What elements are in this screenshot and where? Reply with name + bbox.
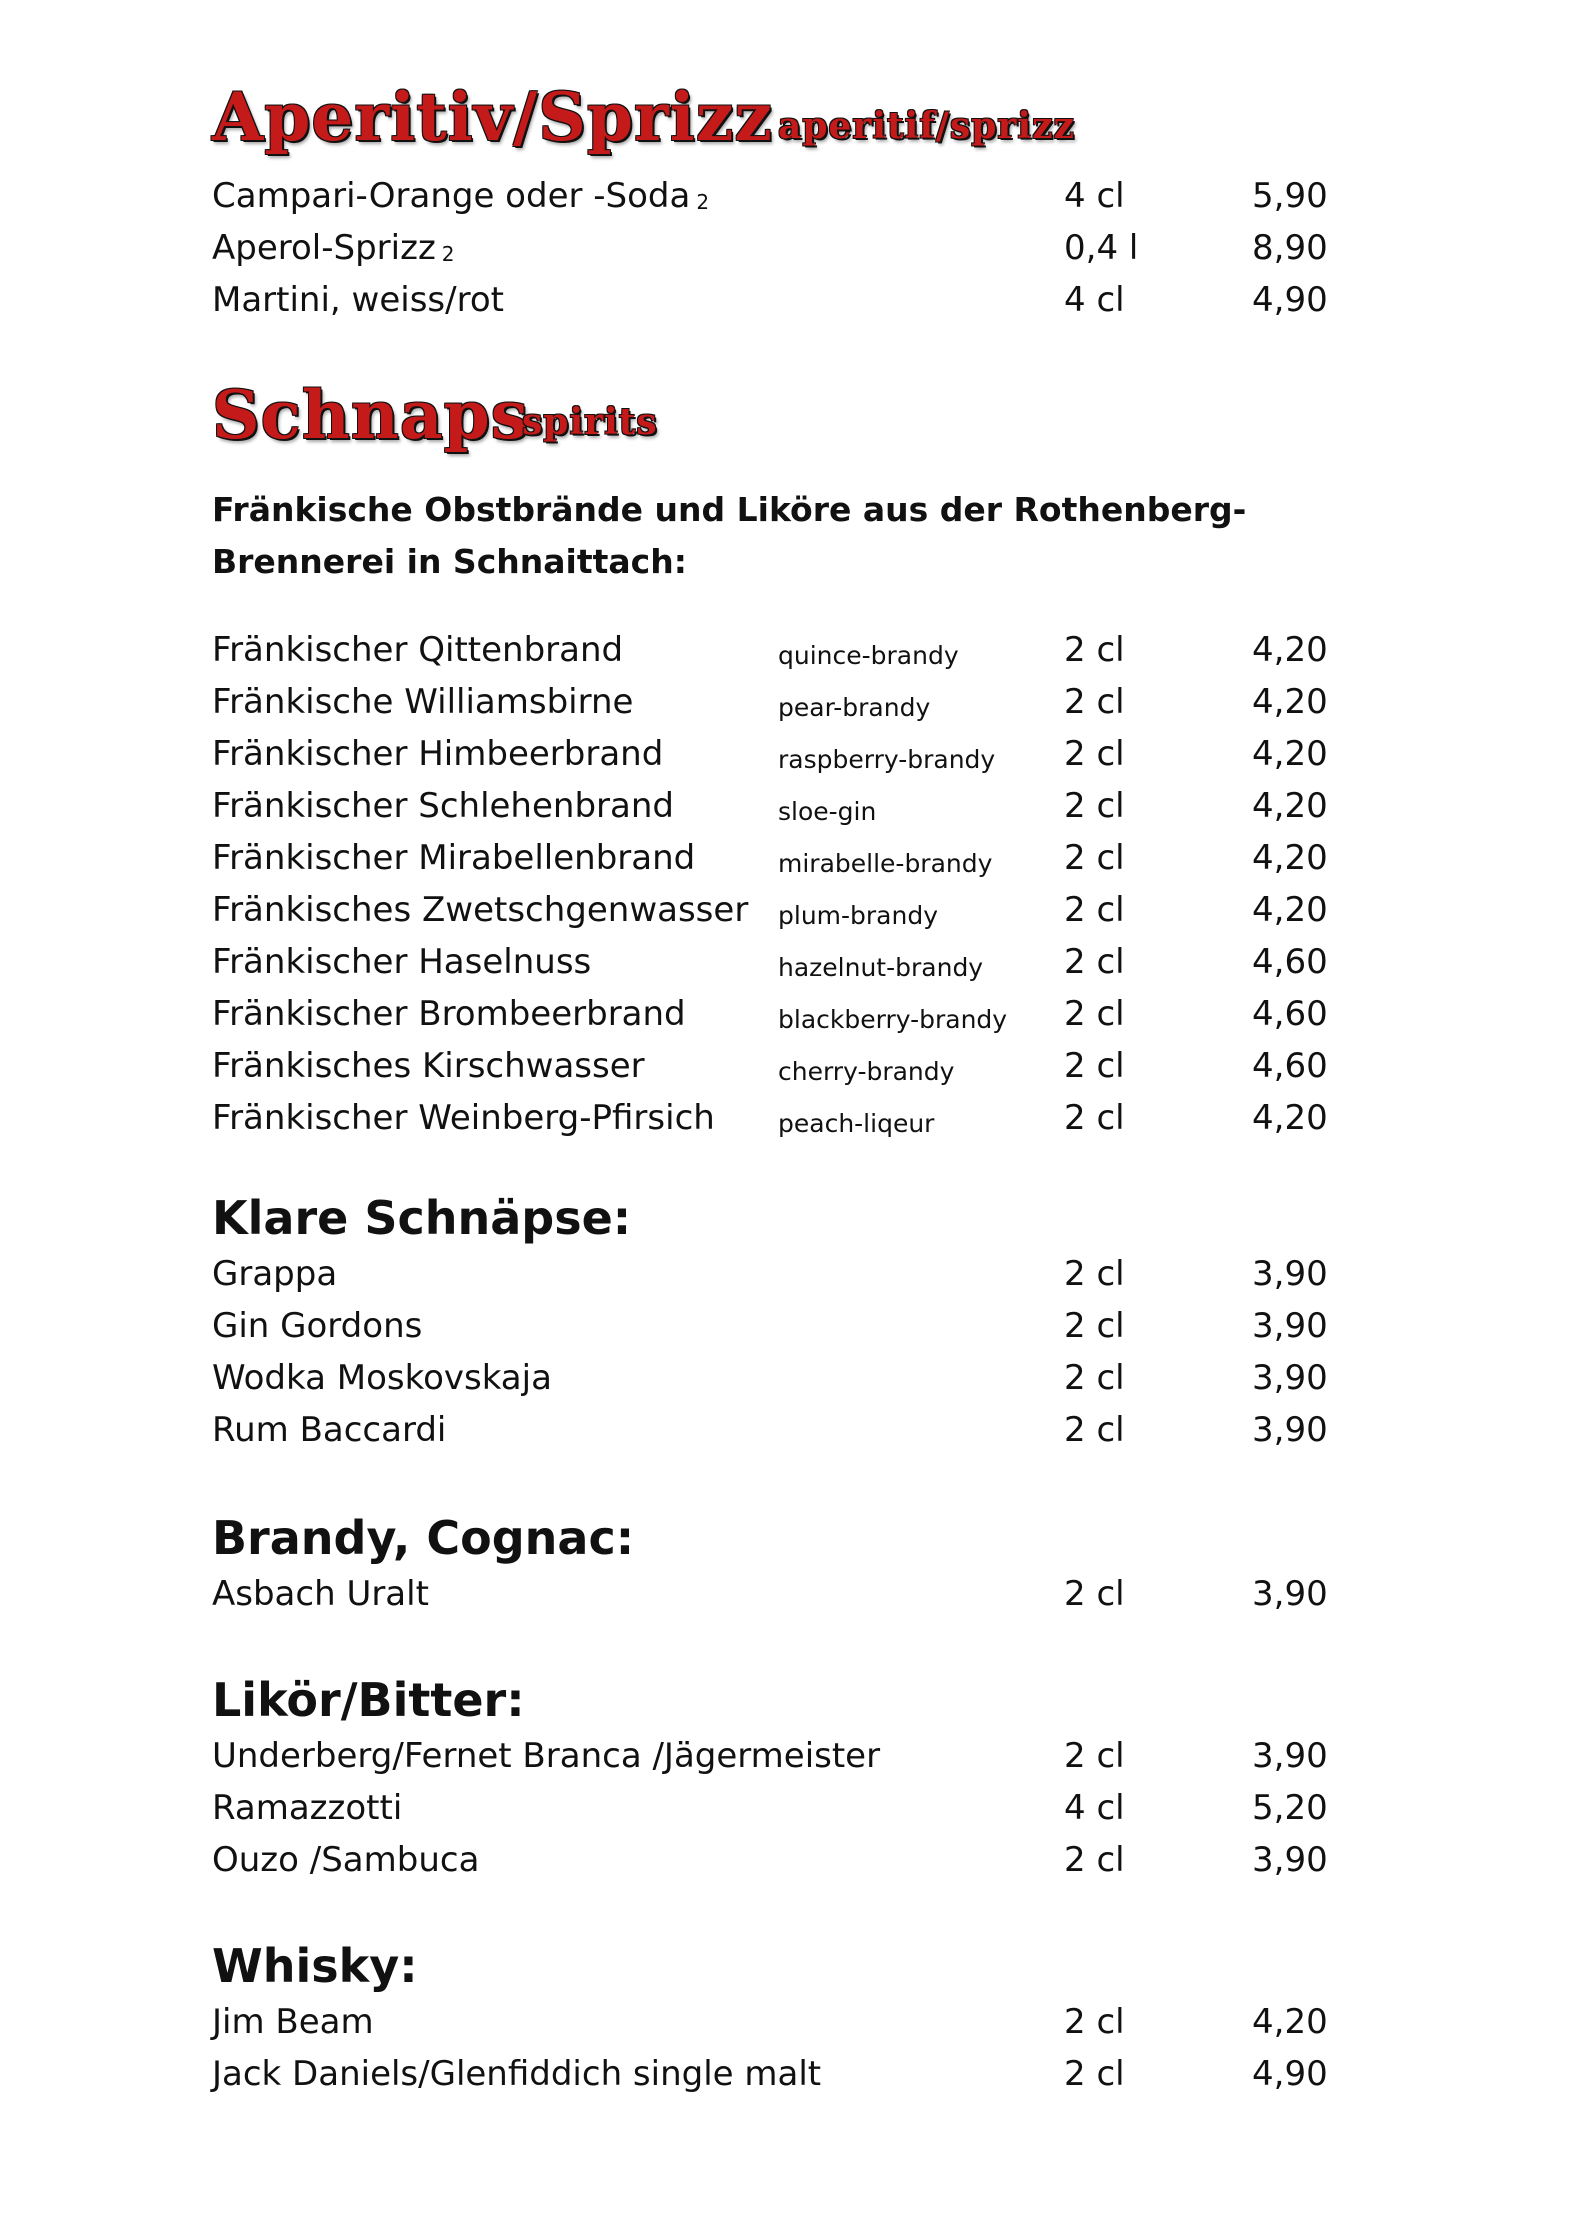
item-size: 2 cl	[1064, 734, 1125, 774]
schnaps-subtitle: spirits	[522, 401, 658, 443]
klare-heading: Klare Schnäpse:	[212, 1191, 632, 1245]
item-name: Jim Beam	[212, 2002, 374, 2042]
item-name: Wodka Moskovskaja	[212, 1358, 552, 1398]
item-name: Ouzo /Sambuca	[212, 1840, 480, 1880]
menu-item	[212, 172, 1342, 220]
item-price: 3,90	[1252, 1254, 1328, 1294]
item-name: Rum Baccardi	[212, 1410, 447, 1450]
item-english-name: blackberry-brandy	[778, 1005, 1008, 1034]
item-english-name: mirabelle-brandy	[778, 849, 993, 878]
item-size: 4 cl	[1064, 176, 1125, 216]
menu-item	[212, 1836, 1342, 1884]
schnaps-intro-line2: Brennerei in Schnaittach:	[212, 542, 687, 581]
menu-item	[212, 1784, 1342, 1832]
schnaps-title: Schnaps	[212, 376, 529, 454]
menu-item	[212, 1094, 1342, 1142]
item-size: 2 cl	[1064, 994, 1125, 1034]
menu-item	[212, 1042, 1342, 1090]
aperitiv-subtitle: aperitif/sprizz	[778, 105, 1075, 147]
item-name: Fränkischer Haselnuss	[212, 942, 592, 982]
item-size: 2 cl	[1064, 682, 1125, 722]
item-english-name: peach-liqeur	[778, 1109, 935, 1138]
menu-item	[212, 782, 1342, 830]
item-name: Underberg/Fernet Branca /Jägermeister	[212, 1736, 881, 1776]
brandy-heading: Brandy, Cognac:	[212, 1511, 635, 1565]
menu-item	[212, 1302, 1342, 1350]
menu-item	[212, 1998, 1342, 2046]
item-size: 2 cl	[1064, 1098, 1125, 1138]
item-name: Fränkischer Weinberg-Pfirsich	[212, 1098, 715, 1138]
item-name: Fränkischer Qittenbrand	[212, 630, 624, 670]
item-price: 3,90	[1252, 1840, 1328, 1880]
menu-item	[212, 626, 1342, 674]
likoer-heading: Likör/Bitter:	[212, 1673, 525, 1727]
item-price: 4,60	[1252, 942, 1328, 982]
item-name: Ramazzotti	[212, 1788, 403, 1828]
menu-item	[212, 1250, 1342, 1298]
item-size: 2 cl	[1064, 1840, 1125, 1880]
item-name: Fränkischer Mirabellenbrand	[212, 838, 696, 878]
menu-item	[212, 1406, 1342, 1454]
menu-item	[212, 1732, 1342, 1780]
menu-item	[212, 276, 1342, 324]
item-price: 4,60	[1252, 994, 1328, 1034]
item-size: 2 cl	[1064, 2002, 1125, 2042]
item-size: 2 cl	[1064, 1046, 1125, 1086]
item-price: 3,90	[1252, 1306, 1328, 1346]
menu-item	[212, 730, 1342, 778]
item-name: Fränkischer Brombeerbrand	[212, 994, 686, 1034]
menu-item	[212, 224, 1342, 272]
item-name: Grappa	[212, 1254, 338, 1294]
item-price: 5,90	[1252, 176, 1328, 216]
item-size: 2 cl	[1064, 786, 1125, 826]
item-english-name: plum-brandy	[778, 901, 939, 930]
item-name: Fränkischer Schlehenbrand	[212, 786, 674, 826]
item-name: Fränkisches Zwetschgenwasser	[212, 890, 749, 930]
item-size: 2 cl	[1064, 890, 1125, 930]
menu-item	[212, 938, 1342, 986]
item-footnote: 2	[696, 190, 710, 214]
item-size: 2 cl	[1064, 942, 1125, 982]
item-size: 2 cl	[1064, 630, 1125, 670]
item-name: Fränkisches Kirschwasser	[212, 1046, 645, 1086]
item-english-name: quince-brandy	[778, 641, 959, 670]
menu-item	[212, 990, 1342, 1038]
item-name: Fränkische Williamsbirne	[212, 682, 634, 722]
item-size: 2 cl	[1064, 2054, 1125, 2094]
item-english-name: raspberry-brandy	[778, 745, 996, 774]
item-size: 4 cl	[1064, 280, 1125, 320]
item-name: Aperol-Sprizz 2	[212, 228, 455, 268]
item-size: 0,4 l	[1064, 228, 1139, 268]
item-size: 2 cl	[1064, 1358, 1125, 1398]
menu-item	[212, 1354, 1342, 1402]
item-price: 4,20	[1252, 682, 1328, 722]
menu-item	[212, 2050, 1342, 2098]
item-size: 4 cl	[1064, 1788, 1125, 1828]
item-english-name: cherry-brandy	[778, 1057, 955, 1086]
item-size: 2 cl	[1064, 1306, 1125, 1346]
item-english-name: sloe-gin	[778, 797, 877, 826]
item-price: 4,90	[1252, 280, 1328, 320]
item-price: 3,90	[1252, 1358, 1328, 1398]
item-name: Jack Daniels/Glenfiddich single malt	[212, 2054, 822, 2094]
item-price: 4,60	[1252, 1046, 1328, 1086]
item-price: 3,90	[1252, 1410, 1328, 1450]
item-price: 4,20	[1252, 2002, 1328, 2042]
item-price: 4,20	[1252, 890, 1328, 930]
menu-item	[212, 834, 1342, 882]
menu-item	[212, 886, 1342, 934]
item-size: 2 cl	[1064, 1574, 1125, 1614]
item-price: 4,20	[1252, 734, 1328, 774]
item-price: 4,20	[1252, 1098, 1328, 1138]
item-name: Martini, weiss/rot	[212, 280, 504, 320]
item-price: 4,90	[1252, 2054, 1328, 2094]
item-footnote: 2	[441, 242, 455, 266]
schnaps-intro-line1: Fränkische Obstbrände und Liköre aus der Rothenberg-	[212, 490, 1247, 529]
item-name: Asbach Uralt	[212, 1574, 429, 1614]
item-name: Fränkischer Himbeerbrand	[212, 734, 664, 774]
aperitiv-title: Aperitiv/Sprizz	[212, 78, 773, 156]
item-size: 2 cl	[1064, 1254, 1125, 1294]
whisky-heading: Whisky:	[212, 1939, 418, 1993]
item-name: Gin Gordons	[212, 1306, 423, 1346]
menu-item	[212, 678, 1342, 726]
item-price: 3,90	[1252, 1574, 1328, 1614]
item-size: 2 cl	[1064, 1736, 1125, 1776]
item-price: 4,20	[1252, 838, 1328, 878]
menu-item	[212, 1570, 1342, 1618]
item-size: 2 cl	[1064, 838, 1125, 878]
item-name: Campari-Orange oder -Soda 2	[212, 176, 710, 216]
item-price: 5,20	[1252, 1788, 1328, 1828]
item-price: 8,90	[1252, 228, 1328, 268]
item-price: 4,20	[1252, 786, 1328, 826]
item-size: 2 cl	[1064, 1410, 1125, 1450]
item-price: 4,20	[1252, 630, 1328, 670]
item-english-name: pear-brandy	[778, 693, 931, 722]
item-price: 3,90	[1252, 1736, 1328, 1776]
item-english-name: hazelnut-brandy	[778, 953, 984, 982]
